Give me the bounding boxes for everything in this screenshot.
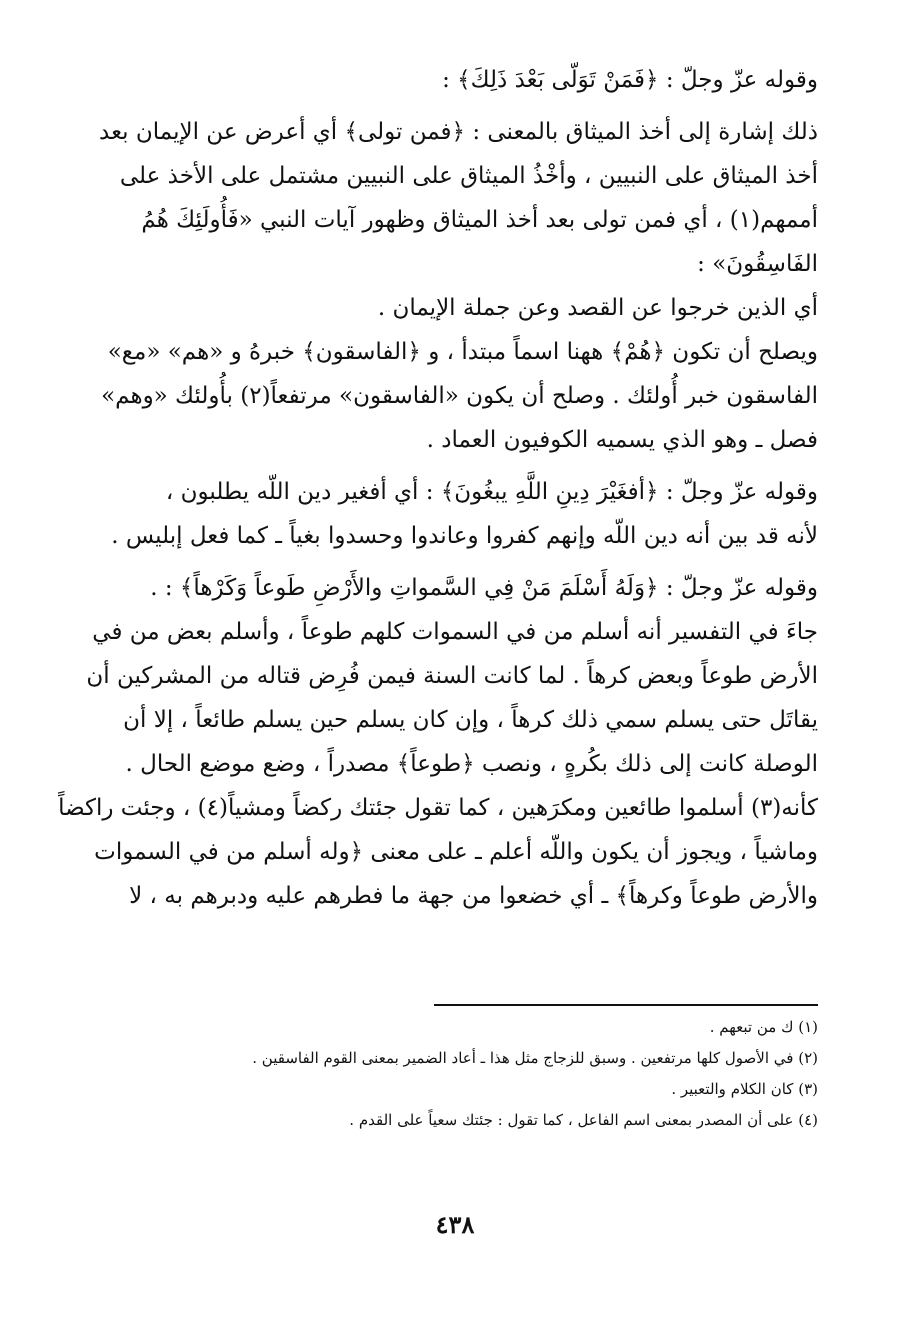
footnote: (٢) في الأصول كلها مرتفعين . وسبق للزجاج مثل هذا ـ أعاد الضمير بمعنى القوم الفاسقين . xyxy=(252,1049,818,1067)
text-line: الأرض طوعاً وبعض كرهاً . لما كانت السنة فيمن فُرِض قتاله من المشركين أن xyxy=(86,663,818,689)
text-line: والأرض طوعاً وكرهاً﴾ ـ أي خضعوا من جهة ما فطرهم عليه ودبرهم به ، لا xyxy=(129,883,818,909)
text-line: أخذ الميثاق على النبيين ، وأخْذُ الميثاق على النبيين مشتمل على الأخذ على xyxy=(119,163,818,189)
text-line: ويصلح أن تكون ﴿هُمْ﴾ ههنا اسماً مبتدأ ، و ﴿الفاسقون﴾ خبرهُ و «هم» «مع» xyxy=(107,339,818,365)
text-line: وقوله عزّ وجلّ : ﴿أفغَيْرَ دِينِ اللَّهِ يبغُونَ﴾ : أي أفغير دين اللّه يطلبون ، xyxy=(165,479,818,505)
text-line: يقاتَل حتى يسلم سمي ذلك كرهاً ، وإن كان يسلم حين يسلم طائعاً ، إلا أن xyxy=(123,707,818,733)
text-line: كأنه(٣) أسلموا طائعين ومكرَهين ، كما تقول جئتك ركضاً ومشياً(٤) ، وجئت راكضاً xyxy=(58,795,818,821)
text-line: أي الذين خرجوا عن القصد وعن جملة الإيمان . xyxy=(377,295,818,321)
text-line: أممهم(١) ، أي فمن تولى بعد أخذ الميثاق وظهور آيات النبي «فَأُولَئِكَ هُمُ xyxy=(141,207,818,233)
body-text xyxy=(58,58,818,918)
text-line: لأنه قد بين أنه دين اللّه وإنهم كفروا وعاندوا وحسدوا بغياً ـ كما فعل إبليس . xyxy=(111,523,818,549)
text-line: ذلك إشارة إلى أخذ الميثاق بالمعنى : ﴿فمن تولى﴾ أي أعرض عن الإيمان بعد xyxy=(99,119,818,145)
text-line: وماشياً ، ويجوز أن يكون واللّه أعلم ـ على معنى ﴿وله أسلم من في السموات xyxy=(94,839,818,865)
footnote: (١) ك من تبعهم . xyxy=(709,1018,818,1036)
text-line: وقوله عزّ وجلّ : ﴿فَمَنْ تَوَلّى بَعْدَ ذَلِكَ﴾ : xyxy=(442,67,818,93)
footnote: (٤) على أن المصدر بمعنى اسم الفاعل ، كما تقول : جئتك سعياً على القدم . xyxy=(349,1111,818,1129)
text-line: فصل ـ وهو الذي يسميه الكوفيون العماد . xyxy=(426,427,818,453)
footnotes xyxy=(92,1012,818,1136)
page-number: ٤٣٨ xyxy=(435,1210,475,1239)
text-line: وقوله عزّ وجلّ : ﴿وَلَهُ أَسْلَمَ مَنْ فِي السَّمواتِ والأَرْضِ طَوعاً وَكَرْهاً﴾ : . xyxy=(150,575,818,601)
text-line: الفَاسِقُونَ» : xyxy=(697,251,818,277)
text-line: الفاسقون خبر أُولئك . وصلح أن يكون «الفاسقون» مرتفعاً(٢) بأُولئك «وهم» xyxy=(101,383,818,409)
footnote-divider xyxy=(434,1004,818,1006)
text-line: الوصلة كانت إلى ذلك بكُرهٍ ، ونصب ﴿طوعاً﴾ مصدراً ، وضع موضع الحال . xyxy=(125,751,818,777)
text-line: جاءَ في التفسير أنه أسلم من في السموات كلهم طوعاً ، وأسلم بعض من في xyxy=(92,619,818,645)
footnote: (٣) كان الكلام والتعبير . xyxy=(671,1080,818,1098)
